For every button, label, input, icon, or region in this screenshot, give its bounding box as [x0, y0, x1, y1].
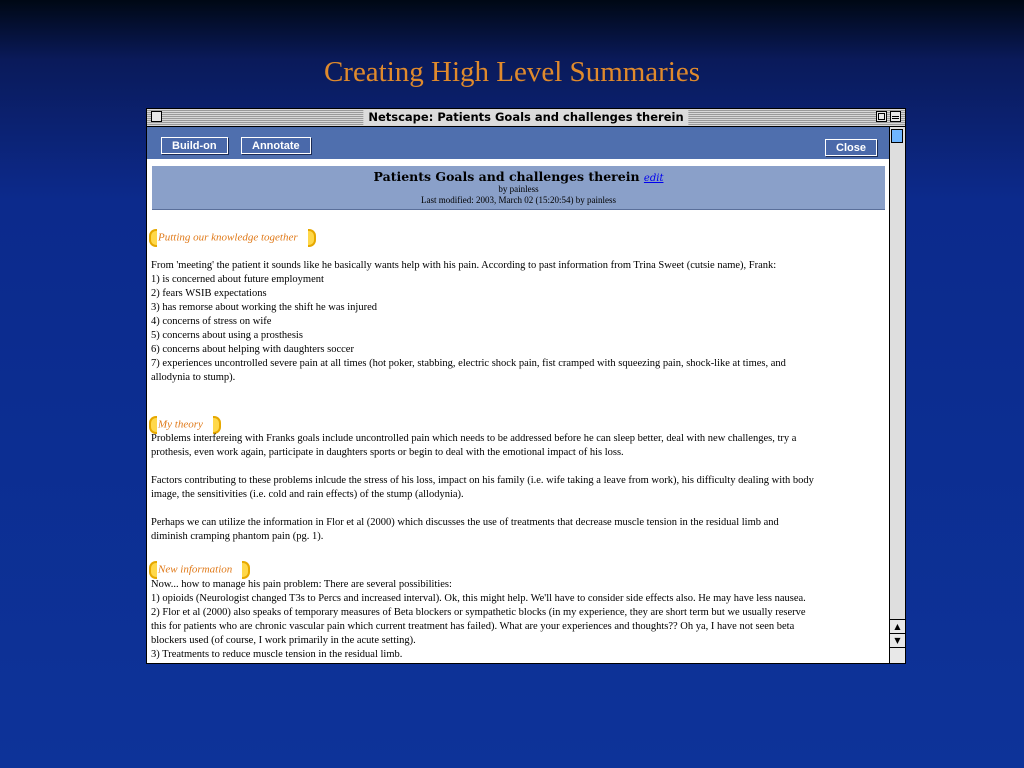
- text-line: Perhaps we can utilize the information in Flor et al (2000) which discusses the use of treatments that decrease muscle tension in the residual limb and: [151, 517, 779, 528]
- text-line: From 'meeting' the patient it sounds like he basically wants help with his pain. According to past information from Trina Sweet (cutsie name), Frank:: [151, 260, 777, 271]
- text-line: Problems interfereing with Franks goals include uncontrolled pain which needs to be addressed before he can sleep better, deal with new challenges, try a: [151, 433, 797, 444]
- close-box-icon[interactable]: [151, 111, 162, 122]
- section-body-new-information: [151, 578, 884, 662]
- vertical-scrollbar[interactable]: [889, 127, 905, 663]
- bracket-open-icon: [149, 229, 157, 247]
- page-content: [147, 159, 889, 663]
- zoom-box-icon[interactable]: [876, 111, 887, 122]
- close-button[interactable]: Close: [825, 139, 877, 156]
- arrow-up-icon[interactable]: ▲: [890, 619, 905, 633]
- text-line: [151, 460, 884, 474]
- section-heading-knowledge: [149, 229, 316, 247]
- text-line: 1) is concerned about future employment: [151, 274, 324, 285]
- text-line: 6) concerns about helping with daughters soccer: [151, 344, 354, 355]
- scrollbar-thumb[interactable]: [891, 129, 903, 143]
- text-line: diminish cramping phantom pain (pg. 1).: [151, 531, 324, 542]
- section-heading-text: Putting our knowledge together: [158, 231, 298, 244]
- annotate-button[interactable]: Annotate: [241, 137, 311, 154]
- browser-window: [146, 108, 906, 664]
- text-line: allodynia to stump).: [151, 372, 236, 383]
- build-on-button[interactable]: Build-on: [161, 137, 228, 154]
- resize-grip-icon[interactable]: [889, 647, 905, 663]
- document-title: [152, 169, 885, 184]
- text-line: Now... how to manage his pain problem: There are several possibilities:: [151, 579, 452, 590]
- text-line: 7) experiences uncontrolled severe pain at all times (hot poker, stabbing, electric shock pain, fist cramped with squeezing pain, shock-like at times, and: [151, 358, 786, 369]
- section-heading-text: My theory: [158, 418, 203, 431]
- text-line: blockers used (of course, I work primarily in the acute setting).: [151, 635, 416, 646]
- text-line: prothesis, even work again, participate in daughters sports or begin to deal with the emotional impact of his loss.: [151, 447, 624, 458]
- text-line: 1) opioids (Neurologist changed T3s to Percs and increased interval). Ok, this might help. We'll have to consider side effects also. He may have less nausea.: [151, 593, 806, 604]
- section-heading-new-information: [149, 561, 250, 579]
- text-line: 3) Treatments to reduce muscle tension in the residual limb.: [151, 649, 403, 660]
- text-line: image, the sensitivities (i.e. cold and rain effects) of the stump (allodynia).: [151, 489, 464, 500]
- section-body-theory: [151, 432, 884, 544]
- document-header: [152, 166, 885, 210]
- toolbar: [147, 127, 889, 159]
- text-line: 2) Flor et al (2000) also speaks of temporary measures of Beta blockers or sympathetic blocks (in my experience, they are short term but we usually reserve: [151, 607, 806, 618]
- window-title: Netscape: Patients Goals and challenges therein: [363, 110, 688, 125]
- section-body-knowledge: [151, 259, 884, 385]
- text-line: 3) has remorse about working the shift he was injured: [151, 302, 377, 313]
- window-titlebar[interactable]: [147, 109, 905, 127]
- edit-link[interactable]: edit: [643, 173, 664, 184]
- arrow-down-icon[interactable]: ▼: [890, 633, 905, 647]
- text-line: Factors contributing to these problems inlcude the stress of his loss, impact on his family (i.e. wife taking a leave from work), his difficulty dealing with body: [151, 475, 814, 486]
- document-title-text: Patients Goals and challenges therein: [373, 169, 640, 184]
- text-line: 2) fears WSIB expectations: [151, 288, 267, 299]
- text-line: 5) concerns about using a prosthesis: [151, 330, 303, 341]
- slide-title: Creating High Level Summaries: [323, 56, 701, 88]
- text-line: this for patients who are chronic vascular pain which current treatment has failed). What are your experiences and thoughts?? Oh ya, I have not seen beta: [151, 621, 795, 632]
- collapse-box-icon[interactable]: [890, 111, 901, 122]
- last-modified: Last modified: 2003, March 02 (15:20:54) by painless: [421, 195, 616, 205]
- bracket-close-icon: [242, 561, 250, 579]
- section-heading-text: New information: [158, 563, 233, 576]
- text-line: 4) concerns of stress on wife: [151, 316, 272, 327]
- bracket-open-icon: [149, 561, 157, 579]
- bracket-close-icon: [308, 229, 316, 247]
- byline: by painless: [498, 184, 539, 194]
- text-line: [151, 502, 884, 516]
